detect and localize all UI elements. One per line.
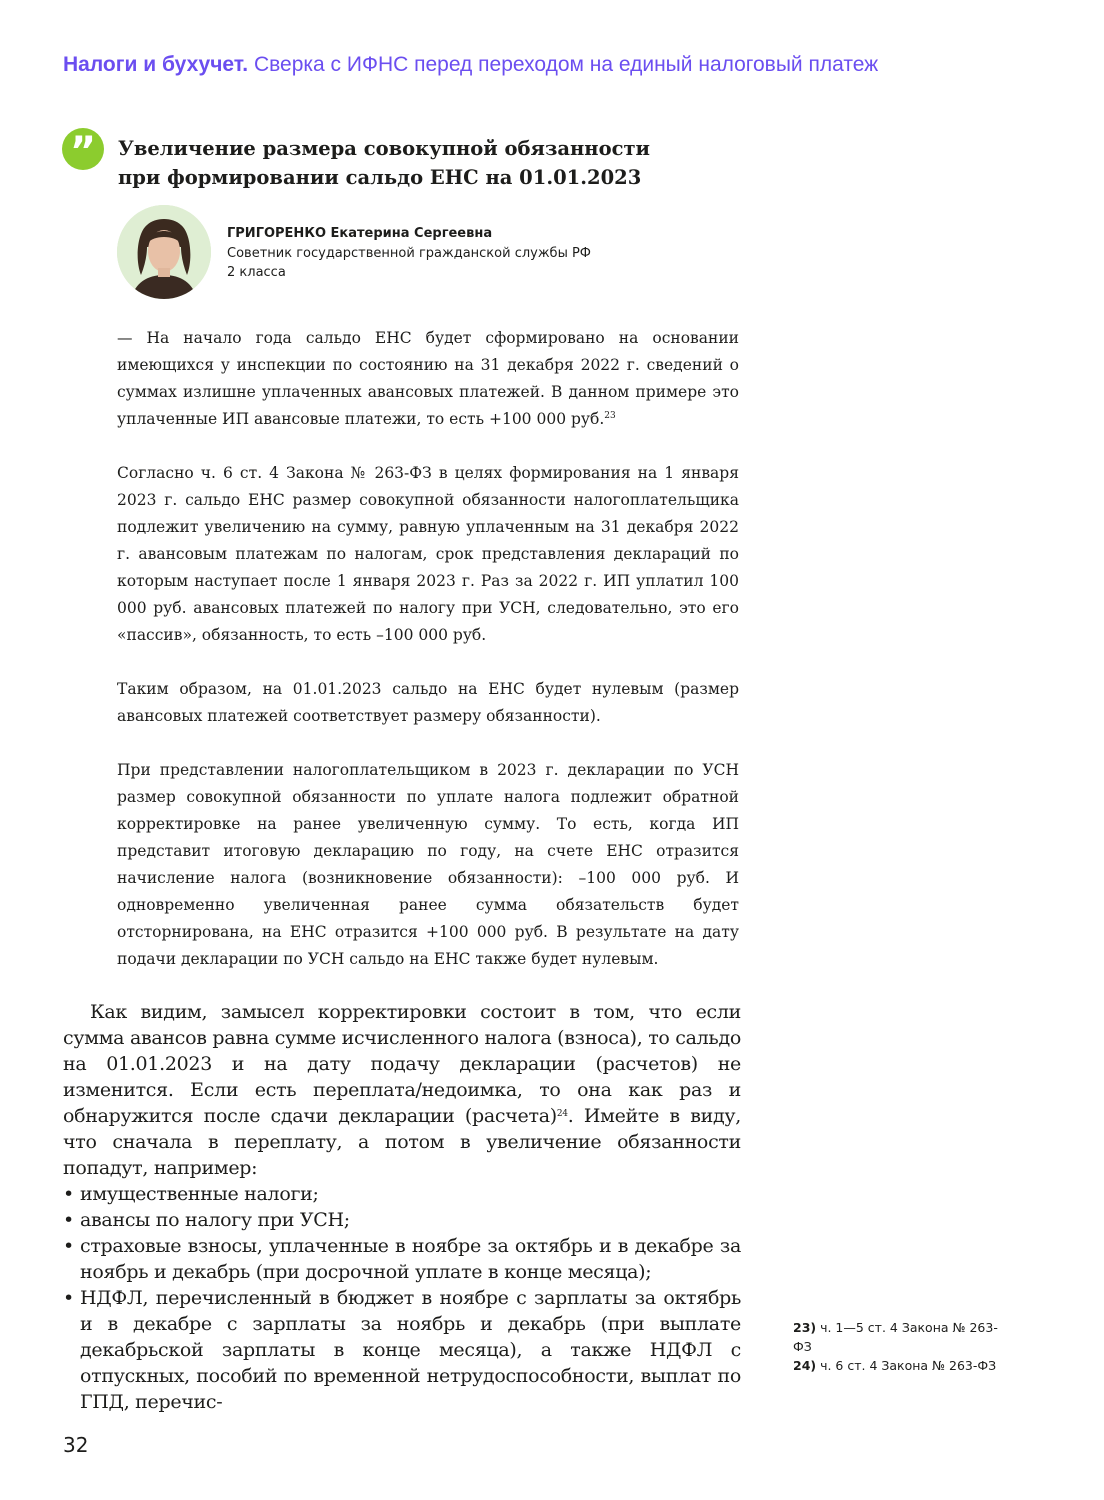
header-section: Налоги и бухучет. [63, 53, 249, 76]
running-header [63, 53, 1063, 77]
page-number: 32 [63, 1433, 89, 1457]
footnote-ref: 24 [556, 1109, 568, 1119]
interview-answer [117, 325, 739, 973]
quote-title [118, 134, 738, 192]
footnote-text: ч. 1—5 ст. 4 Закона № 263-ФЗ [793, 1320, 998, 1354]
footnote [793, 1356, 1013, 1375]
header-subtitle: Сверка с ИФНС перед переходом на единый налоговый платеж [253, 53, 879, 76]
author-rank: 2 класса [227, 265, 286, 280]
main-text [63, 999, 741, 1415]
list-item: • страховые взносы, уплаченные в ноябре за октябрь и в декабре за ноябрь и декабрь (при досрочной уплате в конце месяца); [63, 1233, 741, 1285]
list-item: • имущественные налоги; [63, 1181, 741, 1207]
footnote-number: 23) [793, 1320, 817, 1335]
footnote-number: 24) [793, 1358, 817, 1373]
author-position: Советник государственной гражданской службы РФ [227, 246, 591, 261]
list-item: • НДФЛ, перечисленный в бюджет в ноябре с зарплаты за октябрь и в декабре с зарплаты за ноябрь и декабрь (при выплате декабрьской зарплаты в конце месяца), а также НДФЛ с отпускных, пособий по временной нетрудоспособности, выплат по ГПД, перечис- [63, 1285, 741, 1415]
interview-text: — На начало года сальдо ЕНС будет сформировано на основании имеющихся у инспекции по состоянию на 31 декабря 2022 г. сведений о суммах излишне уплаченных авансовых платежей. В данном примере это уплаченные ИП авансовые платежи, то есть +100 000 руб. [117, 329, 739, 428]
main-text-part: Как видим, замысел корректировки состоит в том, что если сумма авансов равна сумме исчисленного налога (взноса), то сальдо на 01.01.2023 и на дату подачу декларации (расчетов) не изменится. Если есть переплата/недоимка, то она как раз и обнаружится после сдачи декларации (расчета) [63, 1001, 742, 1127]
interview-paragraph: При представлении налогоплательщиком в 2023 г. декларации по УСН размер совокупной обязанности по уплате налога подлежит обратной корректировке на ранее увеличенную сумму. То есть, когда ИП представит итоговую декларацию по году, на счете ЕНС отразится начисление налога (возникновение обязанности): –100 000 руб. И одновременно увеличенная ранее сумма обязательств будет отсторнирована, на ЕНС отразится +100 000 руб. В результате на дату подачи декларации по УСН сальдо на ЕНС также будет нулевым. [117, 761, 739, 968]
main-text-part: . Имейте в виду, что сначала в переплату, а потом в увеличение обязанности попадут, например: [63, 1105, 741, 1179]
author-role [227, 244, 727, 282]
bullet-list [63, 1181, 741, 1415]
author-name: ГРИГОРЕНКО Екатерина Сергеевна [227, 226, 493, 241]
interview-paragraph: Согласно ч. 6 ст. 4 Закона № 263-ФЗ в целях формирования на 1 января 2023 г. сальдо ЕНС размер совокупной обязанности налогоплательщика подлежит увеличению на сумму, равную уплаченным на 31 декабря 2022 г. авансовым платежам по налогам, срок представления деклараций по которым наступает после 1 января 2023 г. Раз за 2022 г. ИП уплатил 100 000 руб. авансовых платежей по налогу при УСН, следовательно, это его «пассив», обязанность, то есть –100 000 руб. [117, 464, 739, 644]
interview-paragraph [117, 325, 739, 433]
list-item: • авансы по налогу при УСН; [63, 1207, 741, 1233]
quote-marks-icon: ” [62, 128, 104, 170]
author-photo [117, 205, 211, 299]
footnote [793, 1318, 1013, 1356]
quote-title-line2: при формировании сальдо ЕНС на 01.01.2023 [118, 166, 642, 189]
footnote-ref: 23 [604, 411, 616, 421]
quote-title-line1: Увеличение размера совокупной обязанности [118, 137, 650, 160]
footnote-text: ч. 6 ст. 4 Закона № 263-ФЗ [820, 1358, 997, 1373]
main-paragraph [63, 999, 741, 1181]
author-photo-illustration [117, 205, 211, 299]
interview-paragraph: Таким образом, на 01.01.2023 сальдо на ЕНС будет нулевым (размер авансовых платежей соответствует размеру обязанности). [117, 680, 739, 725]
footnotes [793, 1318, 1013, 1375]
